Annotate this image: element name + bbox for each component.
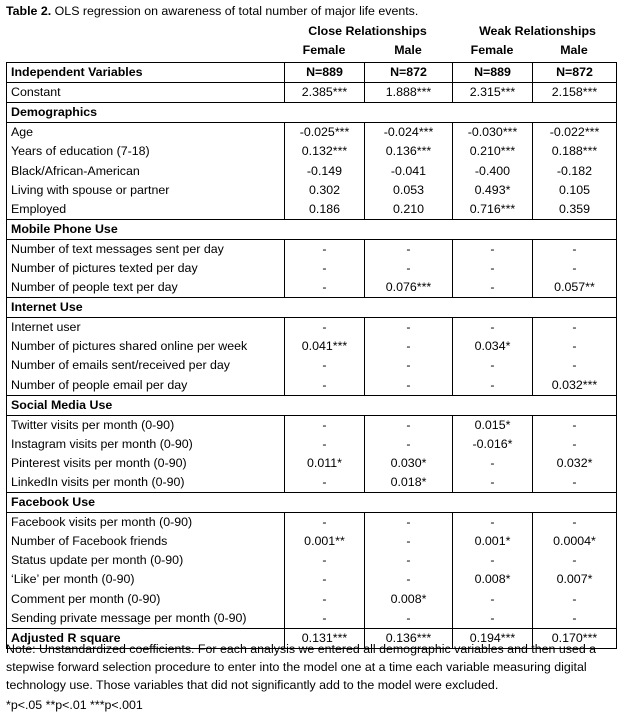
coefficient-cell: - (285, 473, 365, 493)
table-row (7, 551, 617, 570)
variable-label: Number of pictures texted per day (7, 259, 285, 278)
variable-label: Adjusted R square (7, 628, 285, 648)
variable-label: Instagram visits per month (0-90) (7, 435, 285, 454)
variable-label: Years of education (7-18) (7, 142, 285, 161)
table-number: Table 2. (6, 4, 52, 18)
section-row (7, 298, 617, 318)
table-row (7, 123, 617, 143)
variable-label: Internet user (7, 318, 285, 338)
variable-label: Number of people email per day (7, 376, 285, 396)
section-heading: Facebook Use (7, 493, 617, 513)
coefficient-cell: -0.400 (453, 161, 533, 180)
coefficient-cell: 0.131*** (285, 628, 365, 648)
coefficient-cell: 0.136*** (365, 142, 453, 161)
coefficient-cell: 0.001* (453, 532, 533, 551)
coefficient-cell: 0.057** (533, 278, 617, 298)
coefficient-cell: 0.359 (533, 200, 617, 220)
coefficient-cell: -0.022*** (533, 123, 617, 143)
variable-label: Twitter visits per month (0-90) (7, 415, 285, 435)
coefficient-cell: - (533, 337, 617, 356)
variable-label: Living with spouse or partner (7, 181, 285, 200)
coefficient-cell: 0.001** (285, 532, 365, 551)
subheader-weak-male: Male (560, 43, 588, 57)
subheader-close-female: Female (302, 43, 346, 57)
coefficient-cell: 0.210 (365, 200, 453, 220)
coefficient-cell: 0.716*** (453, 200, 533, 220)
header-n: N=872 (533, 63, 617, 83)
table-row (7, 318, 617, 338)
coefficient-cell: - (365, 551, 453, 570)
coefficient-cell: 0.0004* (533, 532, 617, 551)
coefficient-cell: - (453, 259, 533, 278)
coefficient-cell: - (365, 513, 453, 533)
coefficient-cell: -0.149 (285, 161, 365, 180)
table-title: OLS regression on awareness of total number of major life events. (51, 4, 419, 18)
coefficient-cell: -0.041 (365, 161, 453, 180)
variable-label: Sending private message per month (0-90) (7, 609, 285, 629)
coefficient-cell: 0.170*** (533, 628, 617, 648)
significance-legend: *p<.05 **p<.01 ***p<.001 (6, 698, 143, 712)
table-row (7, 376, 617, 396)
coefficient-cell: - (285, 435, 365, 454)
table-row (7, 415, 617, 435)
table-row (7, 181, 617, 200)
coefficient-cell: - (533, 609, 617, 629)
variable-label: Facebook visits per month (0-90) (7, 513, 285, 533)
table-row (7, 513, 617, 533)
coefficient-cell: 0.041*** (285, 337, 365, 356)
table-row (7, 435, 617, 454)
coefficient-cell: - (285, 376, 365, 396)
coefficient-cell: 0.032*** (533, 376, 617, 396)
variable-label: Number of text messages sent per day (7, 239, 285, 259)
section-row (7, 493, 617, 513)
coefficient-cell: - (453, 278, 533, 298)
variable-label: Number of people text per day (7, 278, 285, 298)
coefficient-cell: - (285, 318, 365, 338)
coefficient-cell: 0.076*** (365, 278, 453, 298)
coefficient-cell: - (365, 415, 453, 435)
coefficient-cell: - (285, 356, 365, 375)
group-header-weak: Weak Relationships (479, 24, 596, 38)
subheader-weak-female: Female (470, 43, 514, 57)
coefficient-cell: - (285, 609, 365, 629)
variable-label: ‘Like’ per month (0-90) (7, 570, 285, 589)
coefficient-cell: - (453, 318, 533, 338)
coefficient-cell: 0.493* (453, 181, 533, 200)
coefficient-cell: 0.132*** (285, 142, 365, 161)
coefficient-cell: - (453, 590, 533, 609)
coefficient-cell: 0.008* (453, 570, 533, 589)
table-row (7, 590, 617, 609)
header-label: Independent Variables (7, 63, 285, 83)
table-row (7, 454, 617, 473)
coefficient-cell: -0.025*** (285, 123, 365, 143)
coefficient-cell: 1.888*** (365, 83, 453, 103)
coefficient-cell: - (533, 318, 617, 338)
section-row (7, 219, 617, 239)
coefficient-cell: - (365, 376, 453, 396)
coefficient-cell: -0.030*** (453, 123, 533, 143)
coefficient-cell: - (285, 513, 365, 533)
table-caption (6, 4, 418, 18)
variable-label: Number of Facebook friends (7, 532, 285, 551)
table-row (7, 473, 617, 493)
table-row (7, 259, 617, 278)
coefficient-cell: - (453, 239, 533, 259)
coefficient-cell: 2.385*** (285, 83, 365, 103)
variable-label: Pinterest visits per month (0-90) (7, 454, 285, 473)
coefficient-cell: - (285, 259, 365, 278)
coefficient-cell: - (365, 259, 453, 278)
coefficient-cell: 0.030* (365, 454, 453, 473)
coefficient-cell: 0.186 (285, 200, 365, 220)
coefficient-cell: - (285, 239, 365, 259)
coefficient-cell: 0.015* (453, 415, 533, 435)
variable-label: Number of emails sent/received per day (7, 356, 285, 375)
coefficient-cell: - (365, 337, 453, 356)
table-row (7, 239, 617, 259)
coefficient-cell: - (533, 356, 617, 375)
section-heading: Mobile Phone Use (7, 219, 617, 239)
table-row (7, 142, 617, 161)
variable-label: Status update per month (0-90) (7, 551, 285, 570)
coefficient-cell: - (285, 278, 365, 298)
section-row (7, 395, 617, 415)
coefficient-cell: - (533, 551, 617, 570)
header-n: N=872 (365, 63, 453, 83)
table-note: Note: Unstandardized coefficients. For each analysis we entered all demographic variables and then used a stepwise forward selection procedure to enter into the model one at a time each variable measuring digital technology use. Those variables that did not significantly add to the model were excluded. (6, 642, 597, 692)
coefficient-cell: - (533, 415, 617, 435)
header-n: N=889 (453, 63, 533, 83)
coefficient-cell: - (365, 318, 453, 338)
coefficient-cell: - (365, 239, 453, 259)
coefficient-cell: - (453, 356, 533, 375)
coefficient-cell: - (533, 590, 617, 609)
coefficient-cell: -0.182 (533, 161, 617, 180)
coefficient-cell: - (453, 609, 533, 629)
header-row (7, 63, 617, 83)
group-header-close: Close Relationships (308, 24, 427, 38)
section-heading: Internet Use (7, 298, 617, 318)
coefficient-cell: 0.136*** (365, 628, 453, 648)
coefficient-cell: - (365, 356, 453, 375)
table-row (7, 200, 617, 220)
coefficient-cell: - (533, 239, 617, 259)
coefficient-cell: 0.007* (533, 570, 617, 589)
coefficient-cell: 0.105 (533, 181, 617, 200)
table-row (7, 278, 617, 298)
variable-label: LinkedIn visits per month (0-90) (7, 473, 285, 493)
section-row (7, 103, 617, 123)
table-row (7, 532, 617, 551)
coefficient-cell: - (453, 473, 533, 493)
coefficient-cell: - (285, 590, 365, 609)
coefficient-cell: - (533, 259, 617, 278)
section-heading: Demographics (7, 103, 617, 123)
coefficient-cell: - (453, 513, 533, 533)
variable-label: Comment per month (0-90) (7, 590, 285, 609)
variable-label: Constant (7, 83, 285, 103)
coefficient-cell: 0.188*** (533, 142, 617, 161)
coefficient-cell: 0.008* (365, 590, 453, 609)
table-row (7, 609, 617, 629)
coefficient-cell: - (365, 609, 453, 629)
coefficient-cell: - (533, 513, 617, 533)
coefficient-cell: 0.302 (285, 181, 365, 200)
coefficient-cell: - (533, 435, 617, 454)
coefficient-cell: - (365, 435, 453, 454)
coefficient-cell: 0.053 (365, 181, 453, 200)
coefficient-cell: - (285, 415, 365, 435)
table-row (7, 337, 617, 356)
coefficient-cell: - (453, 551, 533, 570)
coefficient-cell: 2.158*** (533, 83, 617, 103)
coefficient-cell: - (285, 570, 365, 589)
coefficient-cell: 0.194*** (453, 628, 533, 648)
coefficient-cell: 2.315*** (453, 83, 533, 103)
regression-table (6, 62, 617, 649)
header-n: N=889 (285, 63, 365, 83)
variable-label: Number of pictures shared online per week (7, 337, 285, 356)
coefficient-cell: -0.024*** (365, 123, 453, 143)
coefficient-cell: 0.018* (365, 473, 453, 493)
coefficient-cell: - (365, 532, 453, 551)
variable-label: Black/African-American (7, 161, 285, 180)
coefficient-cell: 0.210*** (453, 142, 533, 161)
coefficient-cell: 0.032* (533, 454, 617, 473)
coefficient-cell: - (453, 376, 533, 396)
section-heading: Social Media Use (7, 395, 617, 415)
variable-label: Age (7, 123, 285, 143)
coefficient-cell: - (285, 551, 365, 570)
table-row (7, 356, 617, 375)
table-row (7, 570, 617, 589)
coefficient-cell: -0.016* (453, 435, 533, 454)
table-row (7, 83, 617, 103)
table-row (7, 161, 617, 180)
coefficient-cell: - (365, 570, 453, 589)
subheader-close-male: Male (394, 43, 422, 57)
coefficient-cell: 0.011* (285, 454, 365, 473)
coefficient-cell: - (533, 473, 617, 493)
coefficient-cell: - (453, 454, 533, 473)
variable-label: Employed (7, 200, 285, 220)
coefficient-cell: 0.034* (453, 337, 533, 356)
